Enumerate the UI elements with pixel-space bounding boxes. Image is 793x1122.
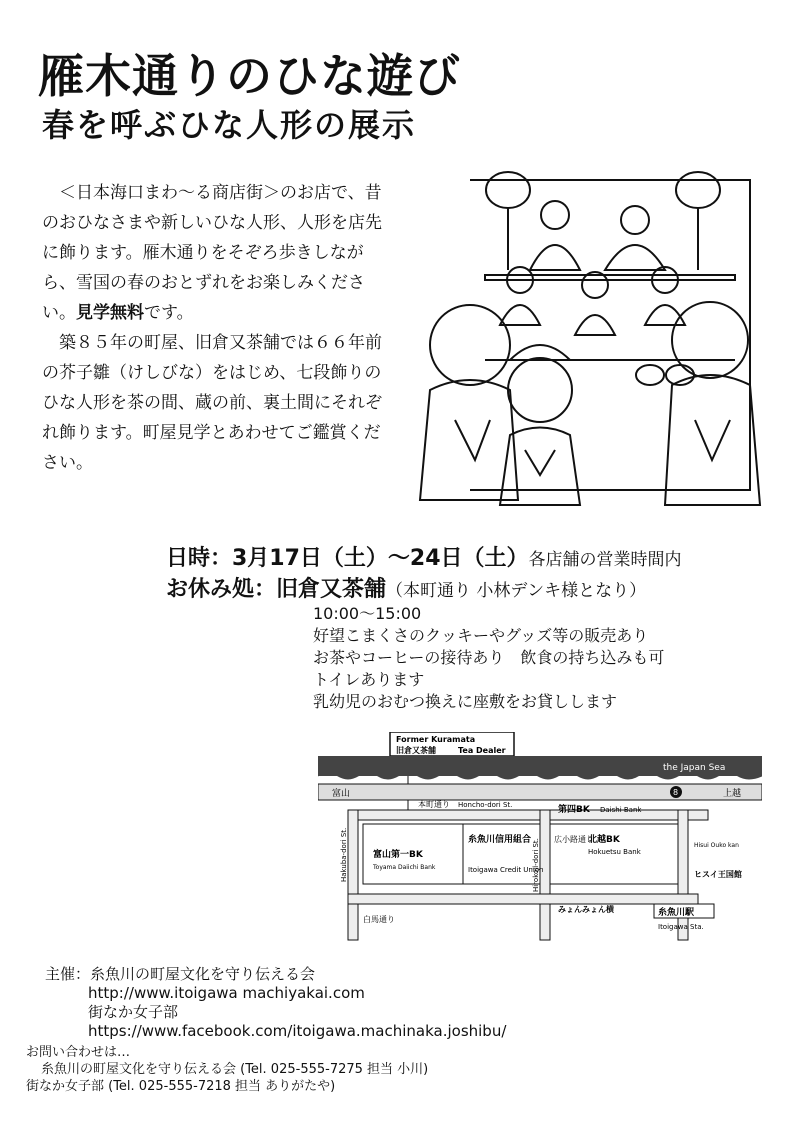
- event-date: 日時：3月17日（土）～24日（土）各店舗の営業時間内: [166, 546, 682, 571]
- detail-tea: お茶やコーヒーの接待あり 飲食の持ち込みも可: [313, 648, 665, 667]
- intro-text: [42, 178, 392, 478]
- organizer-info: [45, 965, 506, 1041]
- contact-line-1: 糸魚川の町屋文化を守り伝える会 (Tel. 025-555-7275 担当 小川): [41, 1062, 429, 1077]
- map-miyon: みょんみょん横: [558, 905, 614, 914]
- free-admission: 見学無料: [76, 303, 144, 323]
- map-hisui-jp: ヒスイ王国館: [694, 870, 742, 879]
- organizer-2: 街なか女子部: [88, 1003, 179, 1021]
- intro-paragraph-1: ＜日本海口まわ～る商店街＞のお店で、昔のおひなさまや新しいひな人形、人形を店先に飾ります。雁木通りをそぞろ歩きしながら、雪国の春のおとずれをお楽しみください。見学無料です。: [42, 183, 382, 323]
- intro-paragraph-2: 築８５年の町屋、旧倉又茶舗では６６年前の芥子雛（けしびな）をはじめ、七段飾りのひな人形を茶の間、蔵の前、裏土間にそれぞれ飾ります。町屋見学とあわせてご鑑賞ください。: [42, 333, 382, 473]
- map-station: 糸魚川駅: [658, 908, 695, 918]
- map-street-hakuba-jp: 白馬通り: [363, 915, 395, 924]
- map-bank-daishi-en: Daishi Bank: [600, 806, 642, 814]
- map-street-hiroko: Hirokoji-dori St.: [532, 838, 540, 892]
- event-details: [313, 603, 664, 713]
- map-left-arrow: 富山: [332, 789, 351, 799]
- area-map: [318, 732, 762, 950]
- hina-doll-illustration: [400, 160, 770, 510]
- map-callout-jp: 旧倉又茶舗: [396, 746, 436, 755]
- page-title: 雁木通りのひな遊び: [38, 49, 461, 103]
- contact-line-2: 街なか女子部 (Tel. 025-555-7218 担当 ありがたや): [26, 1079, 336, 1094]
- map-street-hakuba: Hakuba-dori St.: [340, 827, 348, 882]
- map-bank-credit: 糸魚川信用組合: [468, 835, 532, 845]
- map-bank-hokuetsu: 北越BK: [588, 835, 620, 845]
- map-bank-hokuetsu-en: Hokuetsu Bank: [588, 848, 641, 856]
- contact-info: [26, 1044, 428, 1095]
- organizer-2-url[interactable]: https://www.facebook.com/itoigawa.machinaka.joshibu/: [88, 1022, 507, 1040]
- event-venue: お休み処：旧倉又茶舗（本町通り 小林デンキ様となり）: [166, 577, 647, 602]
- detail-nursing: 乳幼児のおむつ換えに座敷をお貸しします: [313, 692, 618, 711]
- map-hisui: Hisui Ouko kan: [694, 842, 739, 849]
- organizer-label: 主催：糸魚川の町屋文化を守り伝える会: [45, 965, 316, 983]
- map-bank-credit-en: Itoigawa Credit Union: [468, 866, 544, 874]
- page-subtitle: 春を呼ぶひな人形の展示: [42, 106, 417, 144]
- map-street-main: 本町通り: [418, 800, 450, 809]
- detail-toilet: トイレあります: [313, 670, 425, 689]
- contact-label: お問い合わせは…: [26, 1045, 131, 1060]
- detail-hours: 10:00～15:00: [313, 604, 422, 623]
- map-street-main-en: Honcho-dori St.: [458, 801, 513, 809]
- map-bank-toyama: 富山第一BK: [373, 850, 423, 860]
- map-bank-toyama-en: Toyama Daiichi Bank: [373, 864, 436, 871]
- organizer-url[interactable]: http://www.itoigawa machiyakai.com: [88, 984, 365, 1002]
- map-bank-daishi: 第四BK: [558, 805, 590, 815]
- map-route-number: 8: [673, 788, 679, 797]
- map-callout-en: Former Kuramata: [396, 735, 476, 744]
- map-callout-en2: Tea Dealer: [458, 746, 506, 755]
- detail-goods: 好望こまくさのクッキーやグッズ等の販売あり: [313, 626, 649, 645]
- map-sea-label: the Japan Sea: [663, 763, 726, 773]
- map-street-hiroko-jp: 広小路通り: [554, 835, 594, 844]
- map-station-en: Itoigawa Sta.: [658, 923, 704, 931]
- map-right-arrow: 上越: [723, 789, 742, 799]
